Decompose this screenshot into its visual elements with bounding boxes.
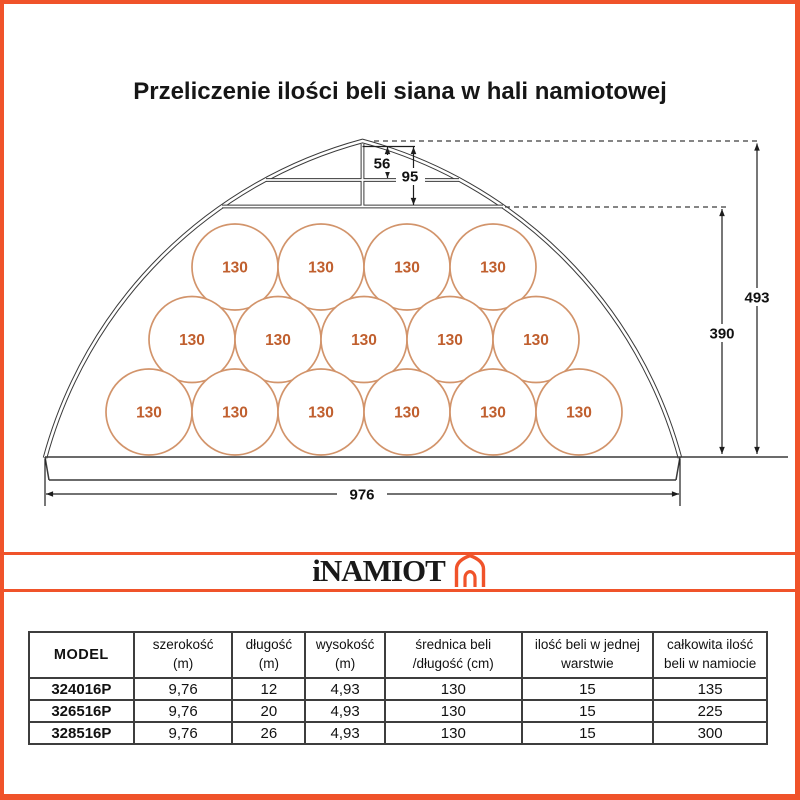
table-cell: 20 (232, 700, 305, 722)
col-header-bale-diameter: średnica beli /długość (cm) (385, 632, 522, 678)
col-header-length: długość (m) (232, 632, 305, 678)
col-header-width: szerokość (m) (134, 632, 233, 678)
bale-diameter-label: 130 (222, 404, 248, 422)
logo-text: iNAMIOT (312, 552, 445, 588)
table-cell: 300 (653, 722, 767, 744)
table-cell: 326516P (29, 700, 134, 722)
table-cell: 135 (653, 678, 767, 700)
bale-diameter-label: 130 (394, 404, 420, 422)
table-cell: 4,93 (305, 678, 385, 700)
logo (0, 554, 800, 588)
table-cell: 328516P (29, 722, 134, 744)
bale-diameter-label: 130 (351, 332, 377, 349)
col-header-total-bales: całkowita ilość beli w namiocie (653, 632, 767, 678)
bale-diameter-label: 130 (480, 259, 506, 277)
table-header-row (29, 632, 767, 678)
col-header-height: wysokość (m) (305, 632, 385, 678)
table-cell: 15 (522, 678, 654, 700)
bale-diameter-label: 130 (308, 404, 334, 422)
table-cell: 324016P (29, 678, 134, 700)
bale-diameter-label: 130 (136, 404, 162, 422)
dim-56-label: 56 (373, 155, 391, 173)
table-cell: 9,76 (134, 678, 233, 700)
table-cell: 12 (232, 678, 305, 700)
dim-493-label: 493 (744, 289, 770, 307)
dim-976-label: 976 (349, 486, 375, 504)
band-rule-bottom (0, 589, 800, 592)
bale-diameter-label: 130 (308, 259, 334, 277)
bale-diameter-label: 130 (566, 404, 592, 422)
col-header-bales-per-layer: ilość beli w jednej warstwie (522, 632, 654, 678)
ground-line (45, 457, 788, 480)
dim-390-label: 390 (709, 325, 735, 343)
ridge-truss (222, 144, 503, 207)
table-cell: 4,93 (305, 722, 385, 744)
table-cell: 9,76 (134, 700, 233, 722)
table-cell: 225 (653, 700, 767, 722)
table-cell: 4,93 (305, 700, 385, 722)
bale-diameter-label: 130 (394, 259, 420, 277)
bale-diameter-label: 130 (437, 332, 463, 349)
table-row (29, 722, 767, 744)
tent-icon (452, 554, 488, 588)
page-title: Przeliczenie ilości beli siana w hali namiotowej (133, 78, 667, 106)
spec-table (28, 631, 768, 745)
table-cell: 9,76 (134, 722, 233, 744)
bale-diameter-label: 130 (523, 332, 549, 349)
table-cell: 15 (522, 722, 654, 744)
table-row (29, 678, 767, 700)
bale-diameter-label: 130 (480, 404, 506, 422)
table-cell: 130 (385, 678, 522, 700)
table-cell: 15 (522, 700, 654, 722)
table-cell: 130 (385, 722, 522, 744)
table-cell: 130 (385, 700, 522, 722)
dim-95-label: 95 (401, 168, 419, 186)
col-header-model: MODEL (29, 632, 134, 678)
table-row (29, 700, 767, 722)
reference-dashed-lines (374, 141, 760, 207)
bale-diameter-label: 130 (222, 259, 248, 277)
table-cell: 26 (232, 722, 305, 744)
bale-diameter-label: 130 (179, 332, 205, 349)
bale-diameter-label: 130 (265, 332, 291, 349)
